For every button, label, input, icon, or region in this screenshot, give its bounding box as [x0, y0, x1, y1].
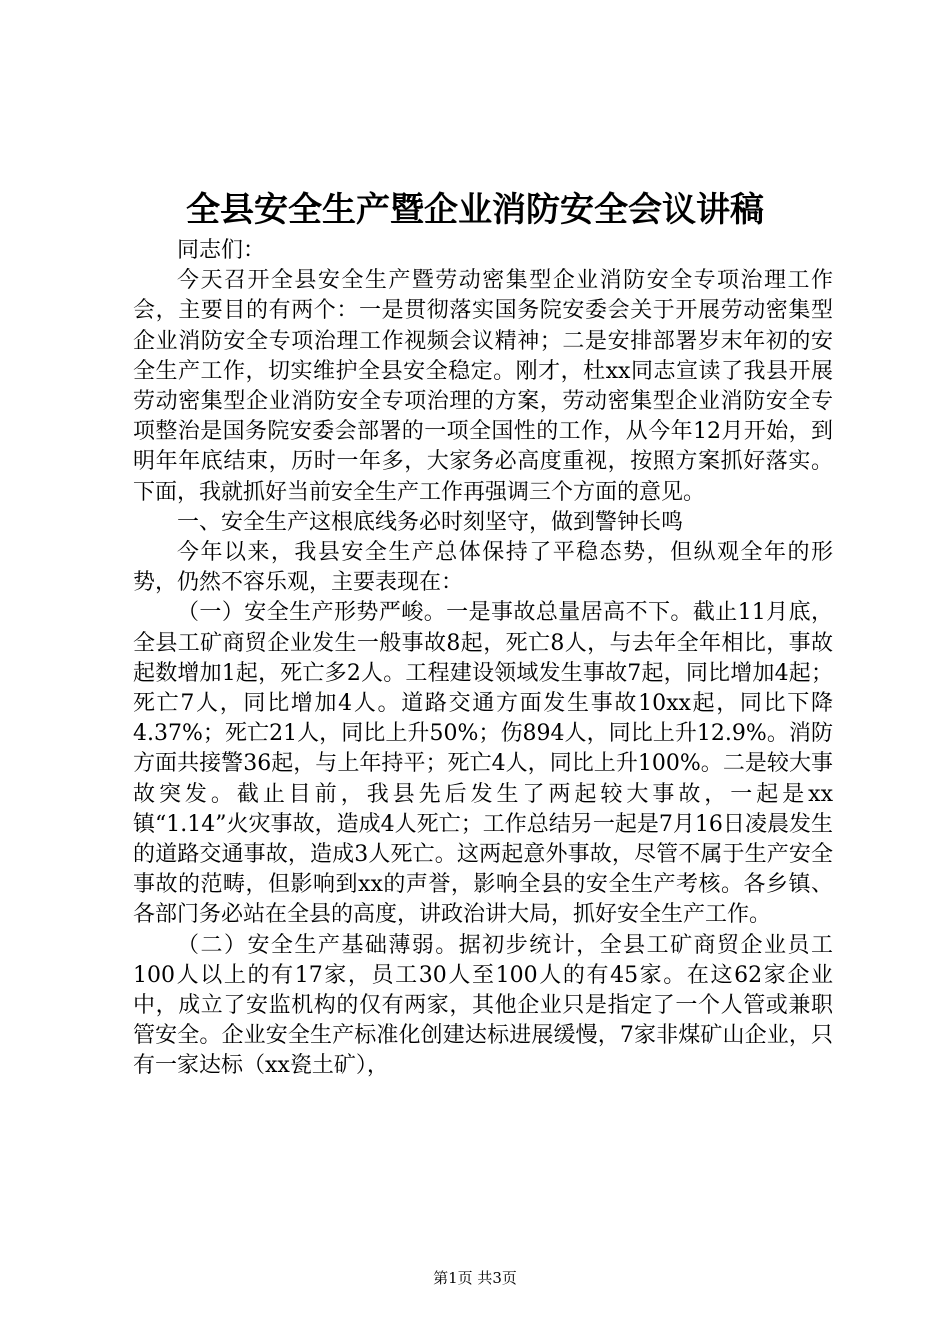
- page-number-footer: 第1页 共3页: [433, 1269, 517, 1287]
- paragraph-intro: 今天召开全县安全生产暨劳动密集型企业消防安全专项治理工作会，主要目的有两个：一是贯彻落实国务院安委会关于开展劳动密集型企业消防安全专项治理工作视频会议精神；二是安排部署岁末年初的安全生产工作，切实维护全县安全稳定。刚才，杜xx同志宣读了我县开展劳动密集型企业消防安全专项治理的方案，劳动密集型企业消防安全专项整治是国务院安委会部署的一项全国性的工作，从今年12月开始，到明年年底结束，历时一年多，大家务必高度重视，按照方案抓好落实。下面，我就抓好当前安全生产工作再强调三个方面的意见。: [133, 268, 833, 505]
- salutation: 同志们：: [177, 238, 266, 263]
- document-title: 全县安全生产暨企业消防安全会议讲稿: [186, 190, 764, 230]
- paragraph-overview: 今年以来，我县安全生产总体保持了平稳态势，但纵观全年的形势，仍然不容乐观，主要表现在：: [133, 540, 833, 596]
- section-heading-1: 一、安全生产这根底线务必时刻坚守，做到警钟长鸣: [177, 509, 684, 535]
- paragraph-situation: （一）安全生产形势严峻。一是事故总量居高不下。截止11月底，全县工矿商贸企业发生一般事故8起，死亡8人，与去年全年相比，事故起数增加1起，死亡多2人。工程建设领域发生事故7起，同比增加4起；死亡7人，同比增加4人。道路交通方面发生事故10xx起，同比下降4.37%；死亡21人，同比上升50%；伤894人，同比上升12.9%。消防方面共接警36起，与上年持平；死亡4人，同比上升100%。二是较大事故突发。截止目前，我县先后发生了两起较大事故，一起是xx镇“1.14”火灾事故，造成4人死亡；工作总结另一起是7月16日凌晨发生的道路交通事故，造成3人死亡。这两起意外事故，尽管不属于生产安全事故的范畴，但影响到xx的声誉，影响全县的安全生产考核。各乡镇、各部门务必站在全县的高度，讲政治讲大局，抓好安全生产工作。: [133, 600, 833, 928]
- document-body: [133, 236, 833, 1082]
- paragraph-foundation: （二）安全生产基础薄弱。据初步统计，全县工矿商贸企业员工100人以上的有17家，员工30人至100人的有45家。在这62家企业中，成立了安监机构的仅有两家，其他企业只是指定了一个人管或兼职管安全。企业安全生产标准化创建达标进展缓慢，7家非煤矿山企业，只有一家达标（xx瓷土矿），: [133, 932, 833, 1079]
